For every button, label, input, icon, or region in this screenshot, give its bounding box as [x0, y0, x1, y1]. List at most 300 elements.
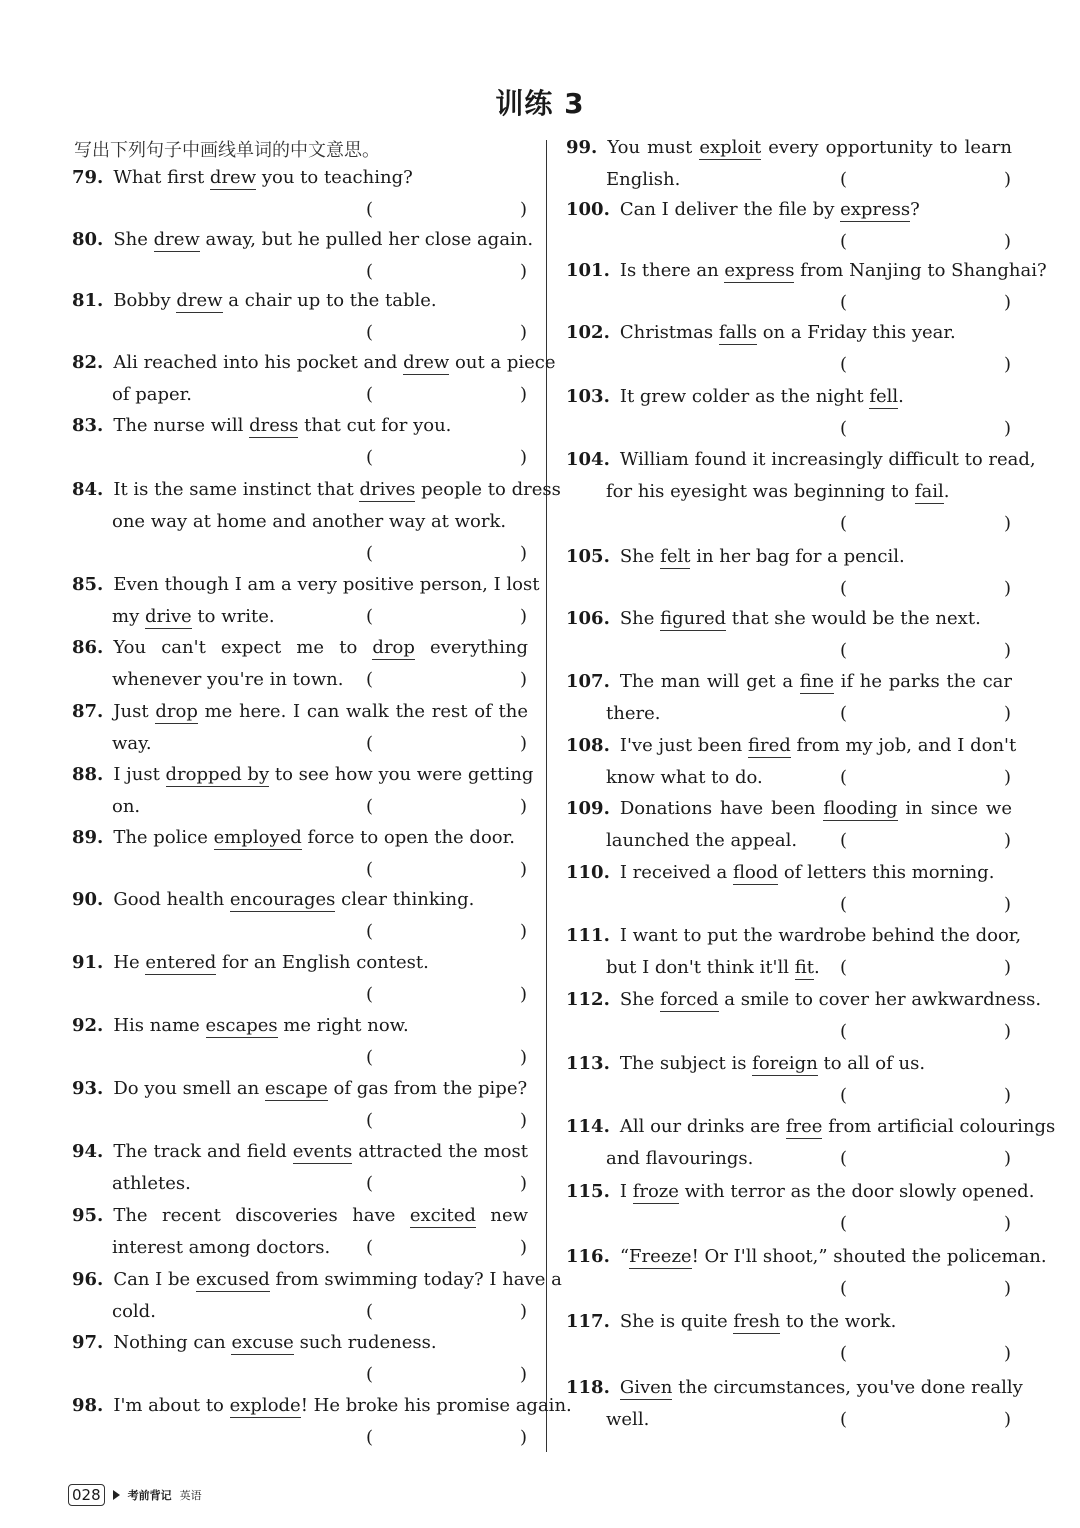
text-segment: She	[619, 546, 661, 567]
sentence-text	[112, 1301, 156, 1322]
answer-blank[interactable]	[840, 417, 1012, 441]
text-segment: from swimming today? I have a	[269, 1269, 562, 1290]
answer-blank[interactable]	[366, 1046, 528, 1070]
open-paren: (	[366, 322, 374, 343]
text-segment: “	[619, 1246, 630, 1267]
question-number: 116.	[566, 1246, 610, 1267]
answer-blank[interactable]	[366, 321, 528, 345]
open-paren: (	[840, 1278, 848, 1299]
open-paren: (	[840, 231, 848, 252]
close-paren: )	[1004, 292, 1012, 313]
answer-blank[interactable]	[840, 230, 1012, 254]
question-number: 90.	[72, 889, 104, 910]
sentence-text	[620, 1115, 1055, 1139]
page-footer	[68, 1482, 202, 1508]
text-segment: Just	[113, 701, 156, 722]
sentence-text	[113, 700, 528, 724]
question-number: 112.	[566, 989, 610, 1010]
close-paren: )	[520, 1047, 528, 1068]
open-paren: (	[840, 418, 848, 439]
close-paren: )	[1004, 1213, 1012, 1234]
answer-blank[interactable]	[366, 1363, 528, 1387]
text-segment: from Nanjing to Shanghai?	[794, 260, 1047, 281]
text-segment: You must	[607, 137, 700, 158]
question-number: 101.	[566, 260, 610, 281]
text-segment: me here. I can walk the rest of the	[197, 701, 528, 722]
question-number: 110.	[566, 862, 610, 883]
close-paren: )	[520, 543, 528, 564]
underlined-word: fell	[869, 386, 899, 407]
close-paren: )	[520, 796, 528, 817]
sentence-text	[113, 1204, 528, 1228]
subject-label: 英语	[179, 1489, 202, 1502]
sentence-text	[620, 1246, 1047, 1269]
close-paren: )	[1004, 957, 1012, 978]
answer-blank[interactable]	[366, 1109, 528, 1133]
answer-blank[interactable]	[366, 858, 528, 882]
text-segment: Do you smell an	[113, 1078, 265, 1099]
underlined-word: fail	[914, 481, 944, 502]
underlined-word: excuse	[231, 1332, 294, 1353]
question-number: 88.	[72, 764, 104, 785]
underlined-word: flood	[732, 862, 779, 883]
sentence-text	[113, 229, 533, 252]
close-paren: )	[520, 199, 528, 220]
close-paren: )	[520, 384, 528, 405]
text-segment: ! Or I'll shoot,” shouted the policeman.	[691, 1246, 1047, 1267]
sentence-text	[113, 1268, 561, 1292]
question-number: 85.	[72, 574, 104, 595]
text-segment: a smile to cover her awkwardness.	[718, 989, 1042, 1010]
question-line	[566, 1115, 1056, 1139]
underlined-word: escape	[264, 1078, 328, 1099]
underlined-word: figured	[660, 608, 727, 629]
column-divider	[546, 140, 547, 1452]
question-line	[566, 198, 1012, 222]
text-segment: I	[619, 1181, 633, 1202]
question-line	[566, 385, 1012, 409]
underlined-word: free	[785, 1116, 823, 1137]
text-segment: and flavourings.	[606, 1148, 754, 1169]
page-number: 028	[68, 1484, 105, 1506]
answer-blank[interactable]	[366, 1300, 528, 1324]
text-segment: if he parks the car	[834, 671, 1012, 692]
text-segment: .	[814, 957, 820, 978]
answer-blank[interactable]	[840, 1147, 1012, 1171]
text-segment: from my job, and I don't	[790, 735, 1017, 756]
question-number: 99.	[566, 137, 598, 158]
text-segment: The subject is	[619, 1053, 753, 1074]
question-line	[606, 480, 1012, 504]
text-segment: The nurse will	[113, 415, 250, 436]
sentence-text	[112, 669, 343, 690]
underlined-word: foreign	[752, 1053, 818, 1074]
open-paren: (	[366, 261, 374, 282]
text-segment: every opportunity to learn	[761, 137, 1012, 158]
question-number: 115.	[566, 1181, 610, 1202]
sentence-text	[113, 290, 436, 313]
answer-blank[interactable]	[366, 795, 528, 819]
text-segment: the circumstances, you've done really	[672, 1377, 1023, 1398]
text-segment: She	[619, 608, 661, 629]
text-segment: Is there an	[619, 260, 725, 281]
open-paren: (	[840, 169, 848, 190]
close-paren: )	[1004, 640, 1012, 661]
underlined-word: events	[292, 1141, 353, 1162]
answer-blank[interactable]	[840, 1277, 1012, 1301]
answer-blank[interactable]	[840, 956, 1012, 980]
open-paren: (	[840, 767, 848, 788]
sentence-text	[620, 1053, 925, 1076]
question-number: 87.	[72, 701, 104, 722]
question-number: 100.	[566, 199, 610, 220]
answer-blank[interactable]	[840, 1084, 1012, 1108]
page-title: 训练 3	[495, 87, 585, 120]
text-segment: Nothing can	[113, 1332, 232, 1353]
sentence-text	[113, 1015, 408, 1038]
underlined-word: fresh	[733, 1311, 781, 1332]
sentence-text	[113, 636, 528, 660]
text-segment: ! He broke his promise again.	[300, 1395, 572, 1416]
question-number: 117.	[566, 1311, 610, 1332]
close-paren: )	[520, 1173, 528, 1194]
underlined-word: dress	[249, 415, 299, 436]
text-segment: All our drinks are	[619, 1116, 786, 1137]
text-segment: me right now.	[277, 1015, 409, 1036]
question-line	[566, 1245, 1047, 1269]
text-segment: new	[475, 1205, 529, 1226]
close-paren: )	[1004, 513, 1012, 534]
question-line	[72, 951, 528, 975]
close-paren: )	[1004, 894, 1012, 915]
close-paren: )	[520, 261, 528, 282]
sentence-text	[620, 260, 1047, 283]
answer-blank[interactable]	[840, 766, 1012, 790]
text-segment: interest among doctors.	[112, 1237, 331, 1258]
text-segment: I'm about to	[113, 1395, 230, 1416]
open-paren: (	[366, 1364, 374, 1385]
open-paren: (	[840, 830, 848, 851]
text-segment: for his eyesight was beginning to	[606, 481, 915, 502]
sentence-text	[112, 796, 140, 817]
underlined-word: falls	[718, 322, 757, 343]
sentence-text	[606, 957, 820, 980]
text-segment: on.	[112, 796, 141, 817]
answer-blank[interactable]	[840, 512, 1012, 536]
question-number: 105.	[566, 546, 610, 567]
question-line	[72, 636, 528, 660]
text-segment: out a piece	[449, 352, 556, 373]
underlined-word: drives	[359, 479, 416, 500]
open-paren: (	[840, 1409, 848, 1430]
close-paren: )	[1004, 703, 1012, 724]
question-line	[566, 448, 1036, 472]
question-line	[566, 321, 1012, 345]
underlined-word: drop	[155, 701, 198, 722]
underlined-word: drew	[153, 229, 200, 250]
answer-blank[interactable]	[366, 446, 528, 470]
question-number: 114.	[566, 1116, 610, 1137]
sentence-text	[620, 734, 1016, 758]
close-paren: )	[1004, 231, 1012, 252]
answer-blank[interactable]	[366, 383, 528, 407]
open-paren: (	[366, 733, 374, 754]
question-number: 81.	[72, 290, 104, 311]
underlined-word: Freeze	[629, 1246, 692, 1267]
text-segment: attracted the most	[352, 1141, 528, 1162]
underlined-word: forced	[660, 989, 719, 1010]
question-number: 102.	[566, 322, 610, 343]
answer-blank[interactable]	[366, 260, 528, 284]
answer-blank[interactable]	[366, 542, 528, 566]
question-number: 111.	[566, 925, 610, 946]
close-paren: )	[520, 733, 528, 754]
question-line	[72, 289, 528, 313]
underlined-word: entered	[145, 952, 217, 973]
sentence-text	[112, 1173, 191, 1194]
sentence-text	[620, 1376, 1023, 1400]
question-line	[72, 1394, 572, 1418]
question-number: 104.	[566, 449, 610, 470]
text-segment: English.	[606, 169, 681, 190]
text-segment: I received a	[619, 862, 733, 883]
answer-blank[interactable]	[840, 829, 1012, 853]
underlined-word: felt	[660, 546, 691, 567]
answer-blank[interactable]	[366, 1236, 528, 1260]
answer-blank[interactable]	[840, 702, 1012, 726]
answer-blank[interactable]	[366, 732, 528, 756]
question-line	[72, 1140, 528, 1164]
question-line	[566, 924, 1022, 948]
text-segment: She is quite	[619, 1311, 734, 1332]
sentence-text	[620, 797, 1012, 821]
answer-blank[interactable]	[366, 668, 528, 692]
underlined-word: excited	[409, 1205, 476, 1226]
question-number: 96.	[72, 1269, 104, 1290]
close-paren: )	[520, 984, 528, 1005]
close-paren: )	[1004, 1085, 1012, 1106]
close-paren: )	[1004, 767, 1012, 788]
answer-blank[interactable]	[840, 168, 1012, 192]
underlined-word: employed	[213, 827, 302, 848]
question-number: 106.	[566, 608, 610, 629]
sentence-text	[620, 924, 1021, 948]
underlined-word: excused	[195, 1269, 270, 1290]
question-number: 113.	[566, 1053, 610, 1074]
sentence-text	[620, 448, 1036, 472]
sentence-text	[620, 862, 995, 885]
text-segment: to the work.	[780, 1311, 897, 1332]
question-line	[72, 1077, 528, 1101]
open-paren: (	[366, 1237, 374, 1258]
text-segment: The recent discoveries have	[113, 1205, 410, 1226]
sentence-text	[113, 889, 474, 912]
text-segment: with terror as the door slowly opened.	[678, 1181, 1035, 1202]
text-segment: I've just been	[619, 735, 748, 756]
close-paren: )	[1004, 169, 1012, 190]
question-line	[72, 826, 528, 850]
answer-blank[interactable]	[840, 291, 1012, 315]
text-segment: to see how you were getting	[269, 764, 534, 785]
text-segment: The man will get a	[619, 671, 800, 692]
answer-blank[interactable]	[840, 577, 1012, 601]
text-segment: such rudeness.	[293, 1332, 437, 1353]
sentence-text	[113, 167, 412, 190]
text-segment: ?	[910, 199, 920, 220]
underlined-word: exploit	[699, 137, 762, 158]
answer-blank[interactable]	[366, 1172, 528, 1196]
underlined-word: drew	[403, 352, 450, 373]
question-number: 94.	[72, 1141, 104, 1162]
sentence-text	[113, 351, 555, 375]
open-paren: (	[840, 292, 848, 313]
question-number: 82.	[72, 352, 104, 373]
question-line	[566, 734, 1017, 758]
question-number: 109.	[566, 798, 610, 819]
underlined-word: encourages	[229, 889, 336, 910]
question-line	[72, 351, 556, 375]
underlined-word: drew	[176, 290, 223, 311]
answer-blank[interactable]	[840, 1342, 1012, 1366]
question-number: 118.	[566, 1377, 610, 1398]
question-number: 107.	[566, 671, 610, 692]
text-segment: on a Friday this year.	[756, 322, 956, 343]
close-paren: )	[520, 1364, 528, 1385]
answer-blank[interactable]	[840, 639, 1012, 663]
instruction-text: 写出下列句子中画线单词的中文意思。	[74, 140, 380, 161]
text-segment: What first	[113, 167, 210, 188]
close-paren: )	[1004, 1278, 1012, 1299]
close-paren: )	[1004, 1409, 1012, 1430]
close-paren: )	[520, 669, 528, 690]
sentence-text	[620, 989, 1041, 1012]
question-number: 80.	[72, 229, 104, 250]
text-segment: I just	[113, 764, 166, 785]
underlined-word: dropped by	[165, 764, 270, 785]
sentence-text	[113, 827, 515, 850]
text-segment: way.	[112, 733, 152, 754]
answer-blank[interactable]	[366, 983, 528, 1007]
open-paren: (	[366, 1047, 374, 1068]
question-line	[566, 545, 1012, 569]
underlined-word: fine	[799, 671, 834, 692]
underlined-word: escapes	[205, 1015, 278, 1036]
text-segment: cold.	[112, 1301, 156, 1322]
sentence-text	[113, 1078, 527, 1101]
open-paren: (	[366, 669, 374, 690]
text-segment: I want to put the wardrobe behind the door,	[619, 925, 1022, 946]
answer-blank[interactable]	[840, 353, 1012, 377]
question-line	[566, 1052, 1012, 1076]
text-segment: You can't expect me to	[113, 637, 373, 658]
answer-blank[interactable]	[840, 1020, 1012, 1044]
answer-blank[interactable]	[840, 893, 1012, 917]
sentence-text	[606, 767, 763, 788]
sentence-text	[113, 573, 539, 597]
sentence-text	[112, 511, 506, 532]
sentence-text	[112, 1237, 330, 1258]
question-line	[72, 1268, 562, 1292]
sentence-text	[620, 1181, 1035, 1204]
text-segment: people to dress	[415, 479, 561, 500]
open-paren: (	[366, 1427, 374, 1448]
question-number: 84.	[72, 479, 104, 500]
text-segment: Ali reached into his pocket and	[113, 352, 404, 373]
answer-blank[interactable]	[840, 1212, 1012, 1236]
open-paren: (	[366, 921, 374, 942]
open-paren: (	[840, 640, 848, 661]
answer-blank[interactable]	[366, 198, 528, 222]
open-paren: (	[840, 513, 848, 534]
triangle-arrow-icon	[113, 1490, 120, 1500]
text-segment: there.	[606, 703, 661, 724]
close-paren: )	[520, 1427, 528, 1448]
text-segment: Christmas	[619, 322, 719, 343]
close-paren: )	[520, 447, 528, 468]
close-paren: )	[520, 322, 528, 343]
text-segment: but I don't think it'll	[606, 957, 795, 978]
text-segment: force to open the door.	[301, 827, 515, 848]
sentence-text	[112, 606, 275, 629]
text-segment: Can I be	[113, 1269, 196, 1290]
text-segment: my	[112, 606, 145, 627]
open-paren: (	[840, 1148, 848, 1169]
question-line	[566, 1310, 1012, 1334]
close-paren: )	[520, 1237, 528, 1258]
answer-blank[interactable]	[366, 605, 528, 629]
question-number: 92.	[72, 1015, 104, 1036]
open-paren: (	[366, 859, 374, 880]
book-name: 考前背记	[127, 1489, 172, 1502]
text-segment: launched the appeal.	[606, 830, 798, 851]
text-segment: in her bag for a pencil.	[690, 546, 905, 567]
text-segment: Bobby	[113, 290, 177, 311]
underlined-word: drop	[372, 637, 415, 658]
question-line	[566, 136, 1012, 160]
open-paren: (	[366, 606, 374, 627]
question-number: 86.	[72, 637, 104, 658]
text-segment: It is the same instinct that	[113, 479, 360, 500]
close-paren: )	[520, 606, 528, 627]
text-segment: well.	[606, 1409, 650, 1430]
question-line	[566, 1376, 1023, 1400]
answer-blank[interactable]	[366, 920, 528, 944]
text-segment: athletes.	[112, 1173, 191, 1194]
text-segment: She	[113, 229, 154, 250]
question-line	[72, 763, 534, 787]
sentence-text	[113, 415, 451, 438]
open-paren: (	[366, 447, 374, 468]
text-segment: The police	[113, 827, 214, 848]
sentence-text	[113, 1140, 528, 1164]
text-segment: to write.	[191, 606, 275, 627]
question-number: 83.	[72, 415, 104, 436]
open-paren: (	[840, 894, 848, 915]
question-line	[72, 700, 528, 724]
underlined-word: drew	[209, 167, 257, 188]
open-paren: (	[366, 199, 374, 220]
question-line	[566, 988, 1042, 1012]
sentence-text	[607, 136, 1012, 160]
underlined-word: drive	[144, 606, 192, 627]
text-segment: in since we	[897, 798, 1012, 819]
question-line	[72, 228, 534, 252]
question-line	[566, 861, 1012, 885]
answer-blank[interactable]	[366, 1426, 528, 1450]
question-line	[566, 670, 1012, 694]
answer-blank[interactable]	[840, 1408, 1012, 1432]
close-paren: )	[1004, 1148, 1012, 1169]
